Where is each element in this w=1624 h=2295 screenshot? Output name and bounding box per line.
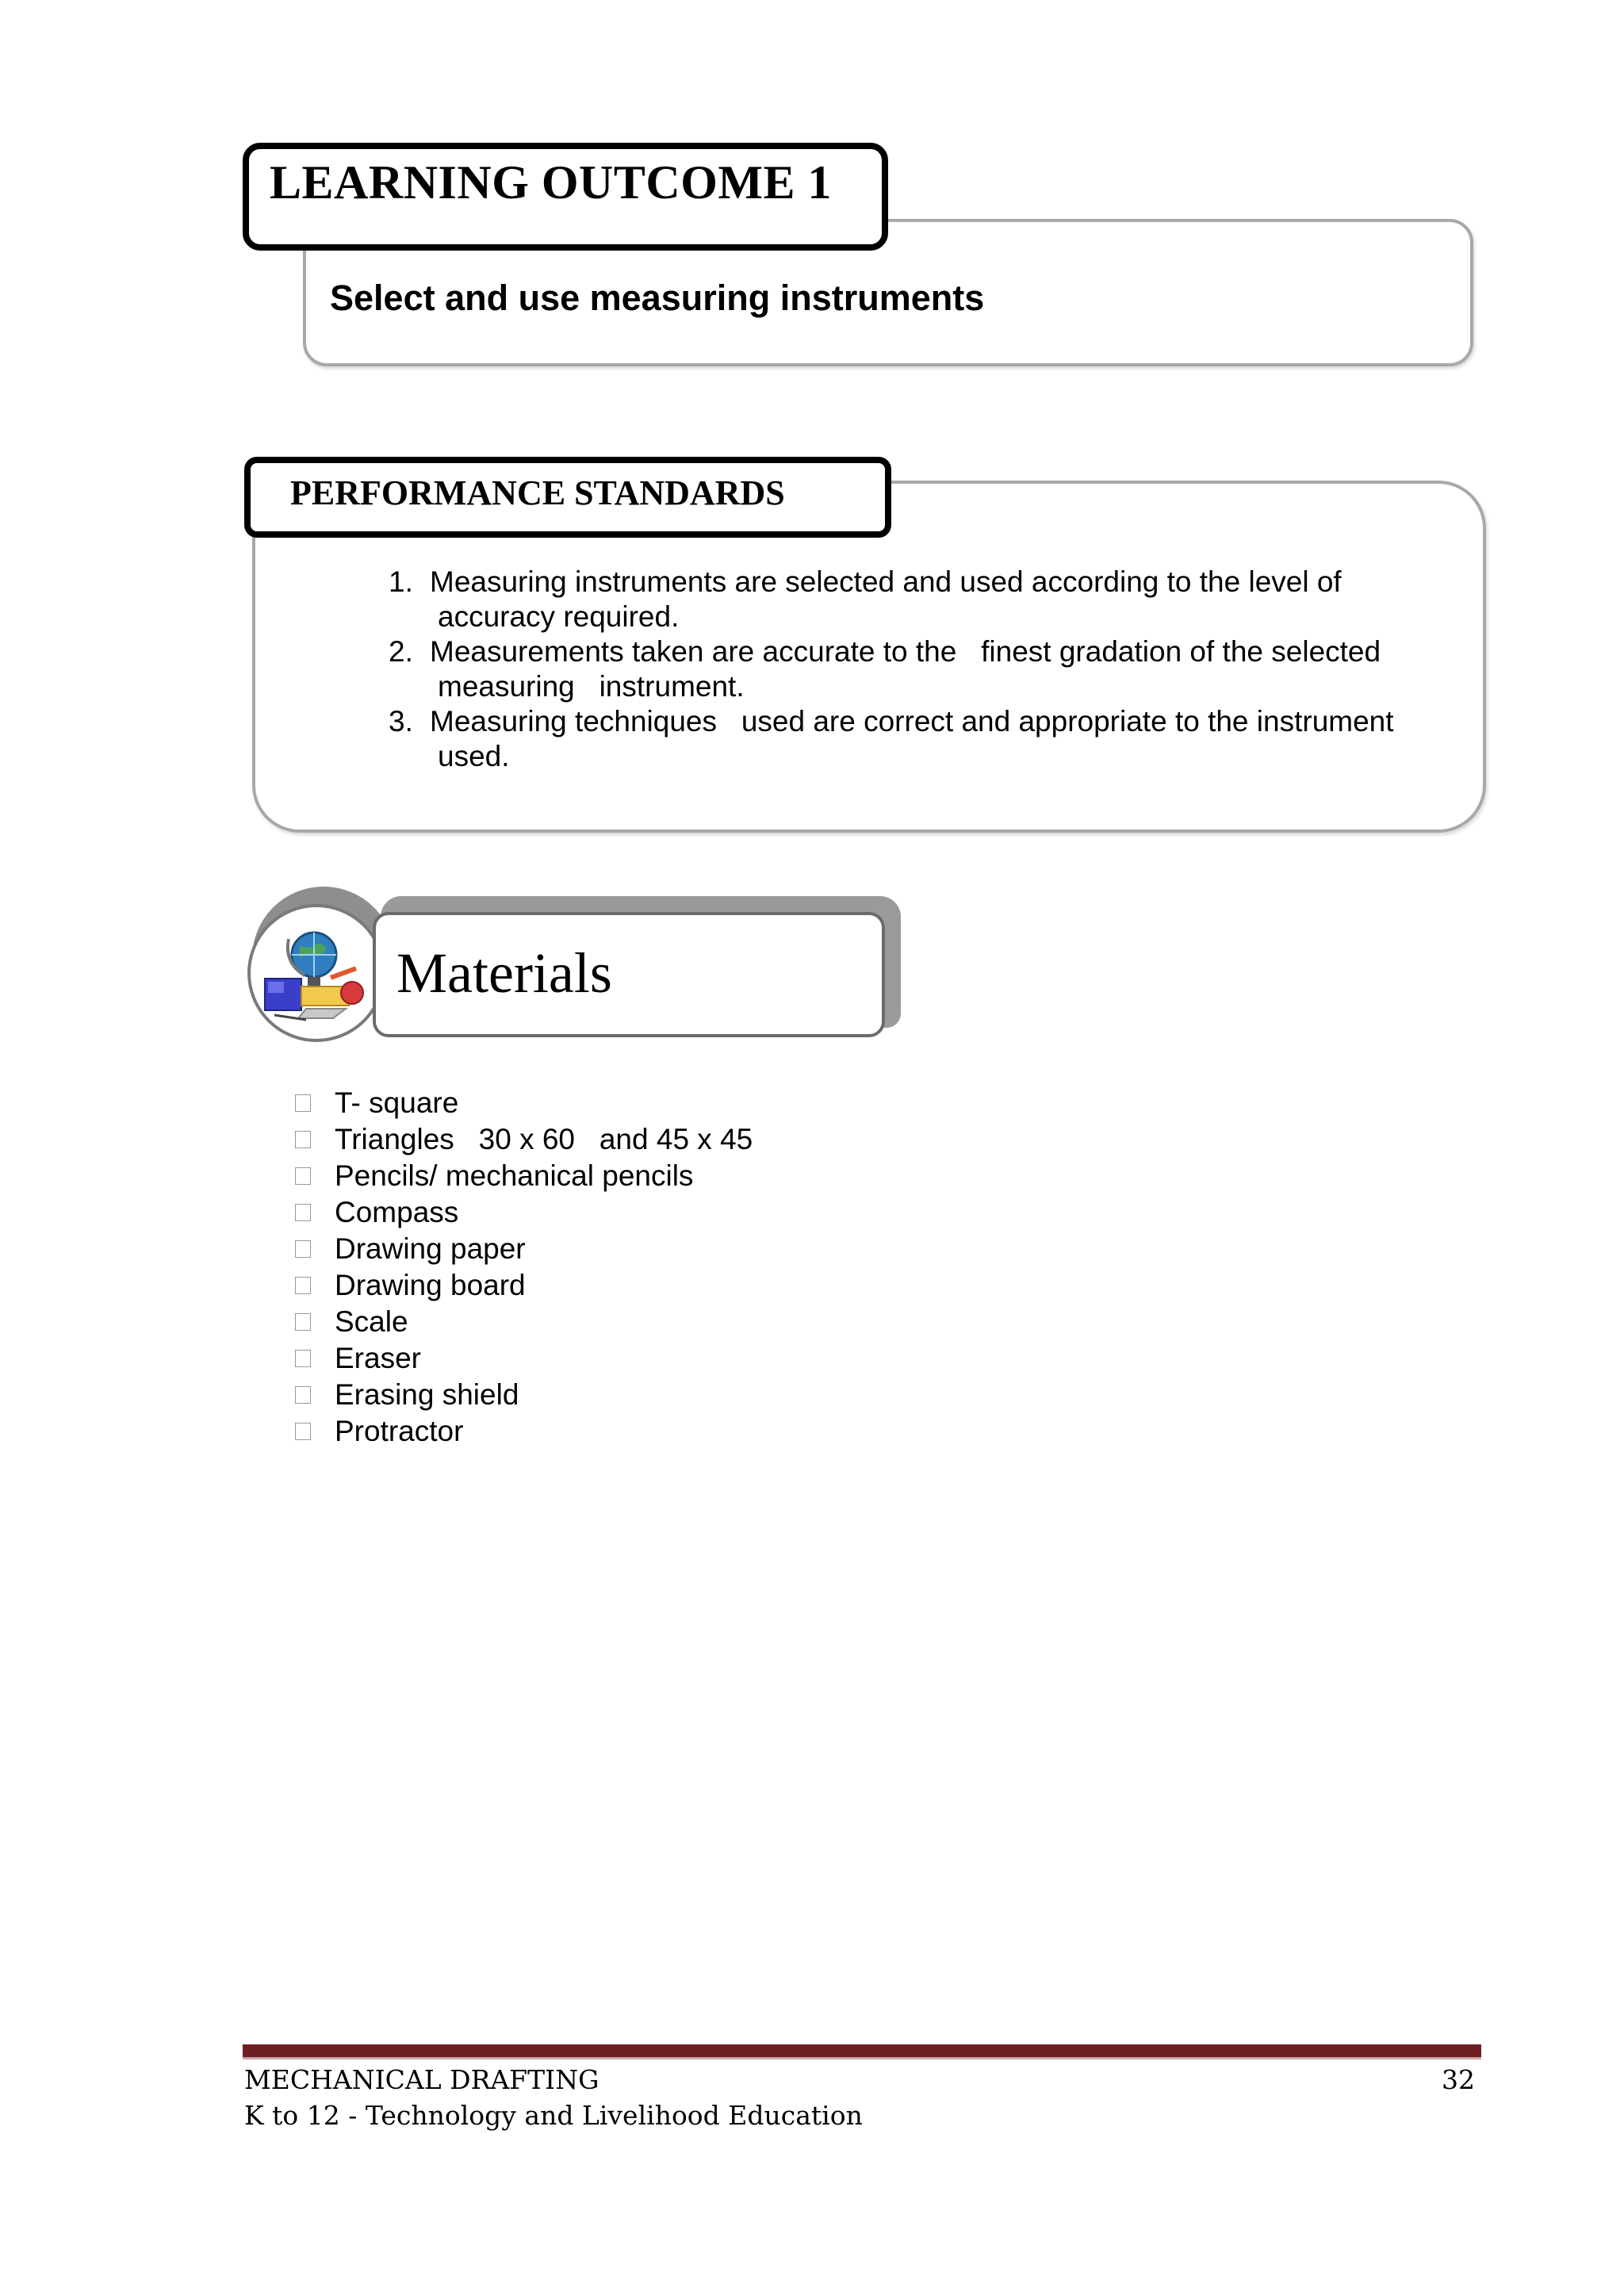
footer-program: K to 12 - Technology and Livelihood Education <box>244 2100 863 2131</box>
learning-outcome-subtitle: Select and use measuring instruments <box>330 278 985 318</box>
list-item <box>295 1121 753 1158</box>
list-item-label: T- square <box>335 1086 459 1119</box>
list-item <box>295 1194 753 1231</box>
list-item <box>389 565 1443 634</box>
materials-list <box>295 1085 753 1450</box>
bullet-box-icon <box>295 1204 311 1221</box>
page-number: 32 <box>1442 2064 1475 2095</box>
footer-rule-underline <box>243 2057 1481 2059</box>
list-item-label: Scale <box>335 1305 408 1338</box>
list-item <box>295 1377 753 1413</box>
list-item-label: Protractor <box>335 1415 464 1447</box>
bullet-box-icon <box>295 1277 311 1294</box>
list-item-label: Drawing paper <box>335 1232 526 1265</box>
item-text: Measuring techniques used are correct and appropriate to the instrument <box>430 705 1394 738</box>
footer-text <box>244 2062 863 2133</box>
list-item-label: Triangles 30 x 60 and 45 x 45 <box>335 1123 753 1155</box>
item-text: Measurements taken are accurate to the finest gradation of the selected <box>430 635 1381 668</box>
list-item <box>295 1304 753 1340</box>
list-item-label: Erasing shield <box>335 1378 519 1411</box>
bullet-box-icon <box>295 1313 311 1331</box>
item-text-continued: accuracy required. <box>438 600 680 633</box>
bullet-box-icon <box>295 1240 311 1258</box>
list-item <box>295 1340 753 1377</box>
list-item-label: Eraser <box>335 1342 421 1374</box>
item-number: 3. <box>389 705 413 738</box>
item-text-continued: measuring instrument. <box>438 670 745 703</box>
learning-outcome-title: LEARNING OUTCOME 1 <box>270 156 833 209</box>
drafting-tools-icon <box>247 904 385 1042</box>
list-item <box>295 1267 753 1304</box>
bullet-box-icon <box>295 1131 311 1148</box>
materials-title: Materials <box>396 941 612 1005</box>
performance-standards-list <box>389 565 1443 774</box>
list-item <box>295 1413 753 1450</box>
performance-standards-title: PERFORMANCE STANDARDS <box>290 473 785 512</box>
list-item-label: Pencils/ mechanical pencils <box>335 1159 694 1192</box>
item-number: 2. <box>389 635 413 668</box>
item-text: Measuring instruments are selected and used according to the level of <box>430 565 1342 598</box>
item-text-continued: used. <box>438 740 510 772</box>
list-item <box>295 1085 753 1121</box>
bullet-box-icon <box>295 1386 311 1404</box>
footer-subject: MECHANICAL DRAFTING <box>244 2064 599 2095</box>
list-item <box>389 704 1443 774</box>
list-item <box>389 634 1443 704</box>
list-item <box>295 1231 753 1267</box>
list-item-label: Compass <box>335 1196 459 1228</box>
footer-rule <box>243 2044 1481 2057</box>
bullet-box-icon <box>295 1167 311 1185</box>
list-item-label: Drawing board <box>335 1269 526 1301</box>
bullet-box-icon <box>295 1350 311 1367</box>
bullet-box-icon <box>295 1423 311 1440</box>
bullet-box-icon <box>295 1094 311 1112</box>
item-number: 1. <box>389 565 413 598</box>
list-item <box>295 1158 753 1194</box>
